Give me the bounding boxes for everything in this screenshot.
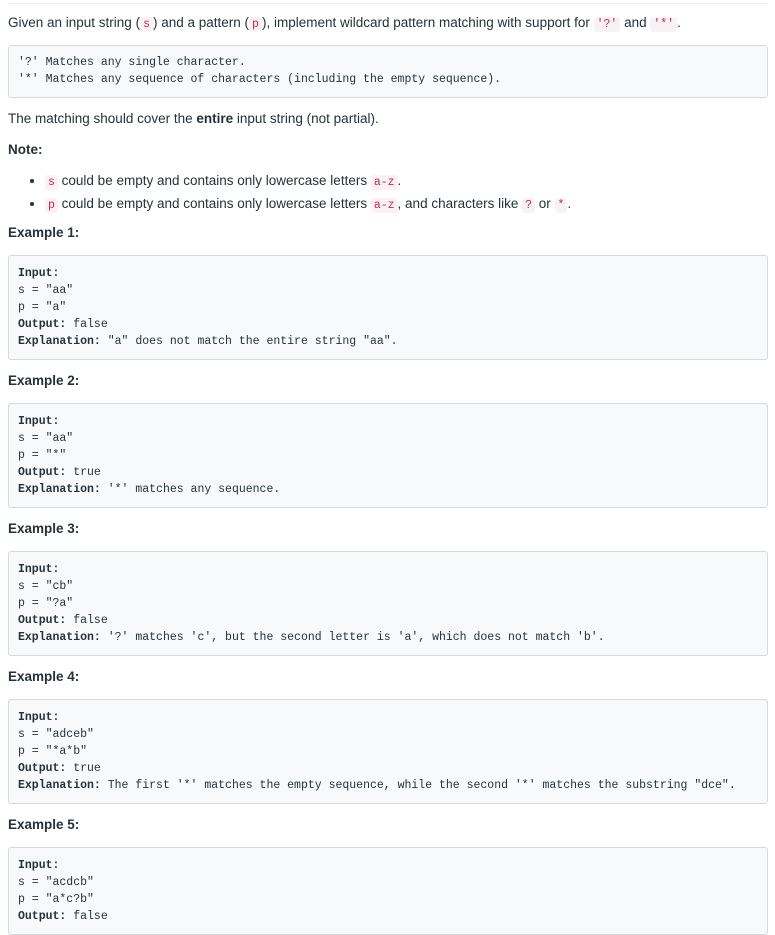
- inline-code-range: a-z: [371, 198, 398, 213]
- example-3-code-block: [8, 551, 768, 656]
- note-list: [8, 170, 768, 216]
- inline-code-question: '?': [594, 17, 621, 32]
- example-p-value: p = "a*c?b": [18, 893, 94, 906]
- example-p-value: p = "*a*b": [18, 745, 88, 758]
- inline-code-p: p: [249, 17, 262, 32]
- example-output-value: false: [66, 318, 108, 331]
- example-5-code-block: [8, 847, 768, 935]
- output-label: Output:: [18, 318, 67, 331]
- example-explanation-text: "a" does not match the entire string "aa".: [100, 335, 398, 348]
- intro-text: Given an input string (: [8, 15, 141, 30]
- example-p-value: p = "?a": [18, 597, 74, 610]
- intro-paragraph: [8, 13, 768, 35]
- note-text: or: [535, 196, 555, 211]
- intro-text: and: [620, 15, 651, 30]
- inline-code-p: p: [45, 198, 58, 213]
- example-output-value: false: [66, 614, 108, 627]
- example-s-value: s = "aa": [18, 432, 74, 445]
- example-output-value: false: [66, 910, 108, 923]
- example-2-code-block: [8, 403, 768, 508]
- input-label: Input:: [18, 859, 60, 872]
- coverage-text: input string (not partial).: [233, 111, 379, 126]
- example-output-value: true: [66, 466, 101, 479]
- example-1-code-block: [8, 255, 768, 360]
- example-s-value: s = "adceb": [18, 728, 94, 741]
- note-text: .: [397, 173, 402, 188]
- example-4-heading: Example 4:: [8, 669, 80, 684]
- input-label: Input:: [18, 267, 60, 280]
- explanation-label: Explanation:: [18, 483, 101, 496]
- example-p-value: p = "a": [18, 301, 67, 314]
- intro-text: ) and a pattern (: [152, 15, 250, 30]
- intro-text: ), implement wildcard pattern matching with support for: [261, 15, 594, 30]
- output-label: Output:: [18, 762, 67, 775]
- note-text: .: [567, 196, 572, 211]
- output-label: Output:: [18, 466, 67, 479]
- example-5-heading: Example 5:: [8, 817, 80, 832]
- note-text: , and characters like: [397, 196, 523, 211]
- coverage-paragraph: [8, 109, 768, 129]
- top-divider: [8, 3, 768, 4]
- inline-code-range: a-z: [371, 175, 398, 190]
- output-label: Output:: [18, 614, 67, 627]
- problem-description: [0, 3, 775, 935]
- note-heading: Note:: [8, 142, 43, 157]
- input-label: Input:: [18, 563, 60, 576]
- example-s-value: s = "acdcb": [18, 876, 94, 889]
- example-explanation-text: '*' matches any sequence.: [100, 483, 281, 496]
- explanation-label: Explanation:: [18, 335, 101, 348]
- example-2-heading: Example 2:: [8, 373, 80, 388]
- example-4-code-block: [8, 699, 768, 804]
- note-text: could be empty and contains only lowercase letters: [57, 173, 371, 188]
- inline-code-star: '*': [650, 17, 677, 32]
- input-label: Input:: [18, 415, 60, 428]
- explanation-label: Explanation:: [18, 631, 101, 644]
- inline-code-s: s: [45, 175, 58, 190]
- inline-code-s: s: [140, 17, 153, 32]
- note-item-p: [45, 193, 768, 216]
- example-explanation-text: The first '*' matches the empty sequence, while the second '*' matches the substring "dce".: [100, 779, 736, 792]
- note-item-s: [45, 170, 768, 193]
- input-label: Input:: [18, 711, 60, 724]
- rule-star: '*' Matches any sequence of characters (including the empty sequence).: [18, 73, 502, 86]
- rule-question: '?' Matches any single character.: [18, 56, 246, 69]
- explanation-label: Explanation:: [18, 779, 101, 792]
- inline-code-question: ?: [522, 198, 535, 213]
- example-s-value: s = "cb": [18, 580, 74, 593]
- coverage-bold: entire: [196, 111, 234, 126]
- example-s-value: s = "aa": [18, 284, 74, 297]
- example-3-heading: Example 3:: [8, 521, 80, 536]
- example-1-heading: Example 1:: [8, 225, 80, 240]
- inline-code-star: *: [555, 198, 568, 213]
- note-text: could be empty and contains only lowercase letters: [57, 196, 371, 211]
- output-label: Output:: [18, 910, 67, 923]
- intro-text: .: [677, 15, 681, 30]
- coverage-text: The matching should cover the: [8, 111, 197, 126]
- example-output-value: true: [66, 762, 101, 775]
- example-explanation-text: '?' matches 'c', but the second letter is 'a', which does not match 'b'.: [100, 631, 605, 644]
- example-p-value: p = "*": [18, 449, 67, 462]
- rules-code-block: [8, 45, 768, 98]
